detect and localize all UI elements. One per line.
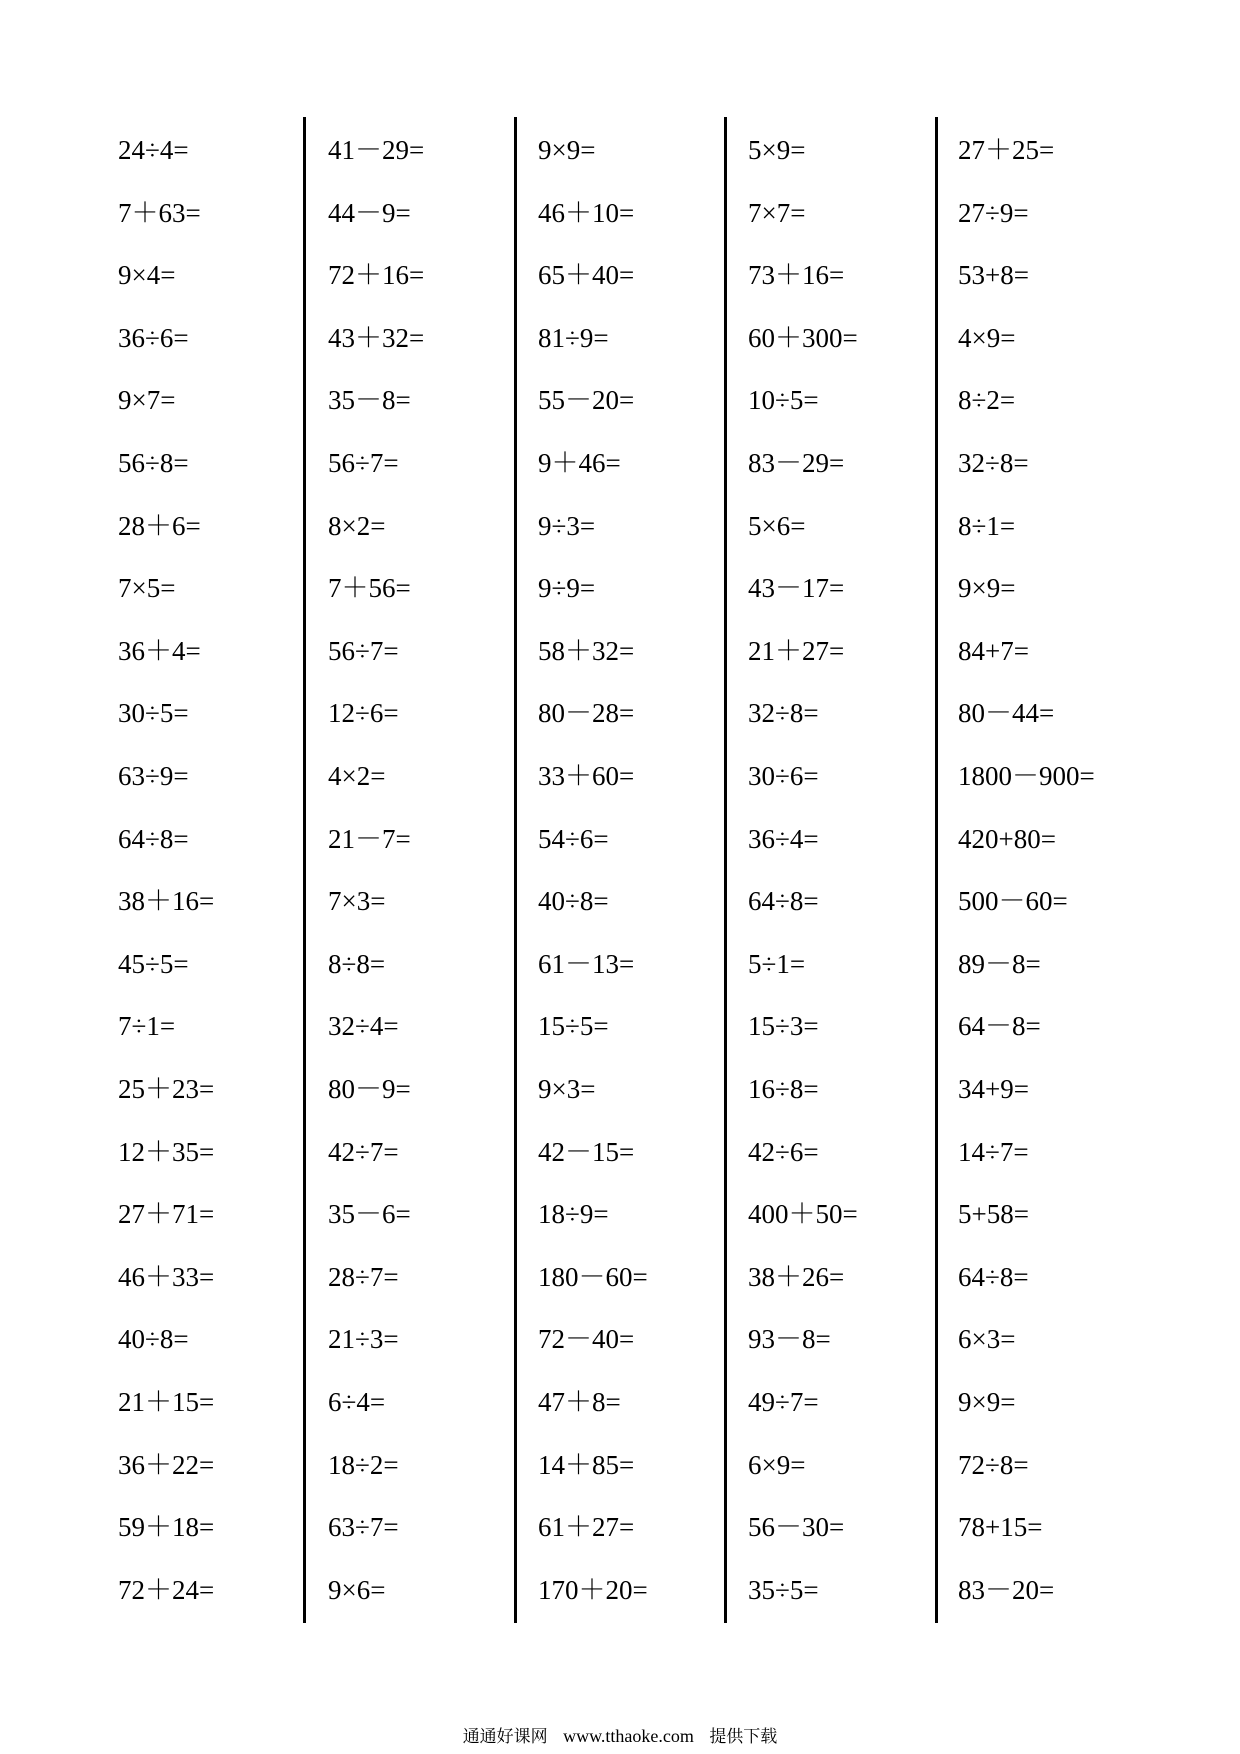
math-problem: 4×9= [958, 322, 1016, 353]
math-problem: 10÷5= [748, 385, 819, 416]
math-problem: 78+15= [958, 1512, 1043, 1543]
math-problem: 27＋25= [958, 135, 1055, 165]
column-divider-3 [724, 117, 727, 1623]
math-problem: 64－8= [958, 1011, 1041, 1042]
math-problem: 61＋27= [538, 1512, 635, 1543]
math-problem: 45÷5= [118, 948, 189, 979]
math-problem: 9×7= [118, 385, 176, 416]
column-divider-2 [514, 117, 517, 1623]
math-problem: 64÷8= [958, 1261, 1029, 1292]
math-problem: 30÷6= [748, 761, 819, 791]
math-problem: 40÷8= [538, 886, 609, 917]
column-divider-4 [935, 117, 938, 1623]
math-problem: 6×9= [748, 1449, 806, 1480]
math-problem: 18÷9= [538, 1199, 609, 1230]
math-problem: 30÷5= [118, 698, 189, 729]
math-problem: 9×4= [118, 260, 176, 291]
math-problem: 8÷2= [958, 385, 1016, 416]
math-problem: 21＋15= [118, 1387, 215, 1417]
math-problem: 21÷3= [328, 1324, 399, 1355]
math-problem: 28＋6= [118, 510, 201, 541]
math-problem: 89－8= [958, 948, 1041, 979]
math-problem: 15÷3= [748, 1011, 819, 1042]
math-problem: 72＋16= [328, 260, 425, 291]
math-problem: 43＋32= [328, 322, 425, 353]
math-problem: 58＋32= [538, 635, 635, 666]
math-problem: 5÷1= [748, 948, 806, 979]
math-problem: 6×3= [958, 1324, 1016, 1355]
math-problem: 38＋16= [118, 886, 215, 917]
math-problem: 420+80= [958, 823, 1056, 854]
math-problem: 72－40= [538, 1324, 635, 1355]
math-problem: 35－8= [328, 385, 411, 416]
footer-url[interactable]: www.tthaoke.com [563, 1726, 694, 1746]
math-problem: 9×9= [958, 1387, 1016, 1417]
math-problem: 63÷7= [328, 1512, 399, 1543]
math-problem: 36÷4= [748, 823, 819, 854]
math-problem: 8÷8= [328, 948, 386, 979]
math-problem: 72÷8= [958, 1449, 1029, 1480]
math-problem: 5×6= [748, 510, 806, 541]
math-problem: 33＋60= [538, 761, 635, 791]
math-problem: 9×6= [328, 1574, 386, 1605]
problem-column-4 [748, 130, 948, 1632]
math-problem: 14＋85= [538, 1449, 635, 1480]
math-problem: 56÷7= [328, 635, 399, 666]
math-problem: 12÷6= [328, 698, 399, 729]
math-problem: 16÷8= [748, 1074, 819, 1104]
math-problem: 64÷8= [118, 823, 189, 854]
math-problem: 1800－900= [958, 761, 1095, 791]
math-problem: 83－29= [748, 448, 845, 478]
math-problem: 7×7= [748, 197, 806, 228]
math-problem: 9×9= [538, 135, 596, 165]
math-problem: 35－6= [328, 1199, 411, 1230]
math-problem: 84+7= [958, 635, 1029, 666]
problem-column-5 [958, 130, 1158, 1632]
math-problem: 21＋27= [748, 635, 845, 666]
math-problem: 170＋20= [538, 1574, 648, 1605]
math-problem: 40÷8= [118, 1324, 189, 1355]
column-divider-1 [303, 117, 306, 1623]
math-problem: 9×9= [958, 573, 1016, 604]
math-problem: 56÷8= [118, 448, 189, 478]
math-problem: 53+8= [958, 260, 1029, 291]
math-problem: 12＋35= [118, 1136, 215, 1167]
math-problem: 83－20= [958, 1574, 1055, 1605]
math-problem: 65＋40= [538, 260, 635, 291]
math-problem: 46＋33= [118, 1261, 215, 1292]
math-problem: 6÷4= [328, 1387, 386, 1417]
math-problem: 7＋56= [328, 573, 411, 604]
math-problem: 81÷9= [538, 322, 609, 353]
footer-suffix: 提供下载 [709, 1727, 778, 1747]
math-problem: 61－13= [538, 948, 635, 979]
math-problem: 18÷2= [328, 1449, 399, 1480]
math-problem: 56÷7= [328, 448, 399, 478]
math-problem: 9×3= [538, 1074, 596, 1104]
math-problem: 54÷6= [538, 823, 609, 854]
math-problem: 46＋10= [538, 197, 635, 228]
problem-column-1 [118, 130, 318, 1632]
math-problem: 400＋50= [748, 1199, 858, 1230]
math-problem: 80－9= [328, 1074, 411, 1104]
math-problem: 72＋24= [118, 1574, 215, 1605]
math-problem: 180－60= [538, 1261, 648, 1292]
math-problem: 41－29= [328, 135, 425, 165]
math-problem: 42÷7= [328, 1136, 399, 1167]
math-problem: 32÷8= [958, 448, 1029, 478]
math-problem: 9÷3= [538, 510, 596, 541]
math-problem: 56－30= [748, 1512, 845, 1543]
math-problem: 93－8= [748, 1324, 831, 1355]
math-problem: 8÷1= [958, 510, 1016, 541]
math-problem: 36＋22= [118, 1449, 215, 1480]
math-problem: 44－9= [328, 197, 411, 228]
math-problem: 36÷6= [118, 322, 189, 353]
math-problem: 42÷6= [748, 1136, 819, 1167]
math-problem: 5+58= [958, 1199, 1029, 1230]
math-problem: 7÷1= [118, 1011, 176, 1042]
math-problem: 59＋18= [118, 1512, 215, 1543]
math-problem: 32÷8= [748, 698, 819, 729]
math-problem: 80－44= [958, 698, 1055, 729]
problem-column-2 [328, 130, 528, 1632]
math-problem: 21－7= [328, 823, 411, 854]
math-problem: 27＋71= [118, 1199, 215, 1230]
math-problem: 64÷8= [748, 886, 819, 917]
math-problem: 49÷7= [748, 1387, 819, 1417]
math-problem: 25＋23= [118, 1074, 215, 1104]
footer [0, 1725, 1240, 1748]
problem-column-3 [538, 130, 738, 1632]
math-problem: 5×9= [748, 135, 806, 165]
math-problem: 42－15= [538, 1136, 635, 1167]
math-problem: 28÷7= [328, 1261, 399, 1292]
math-problem: 55－20= [538, 385, 635, 416]
math-problem: 32÷4= [328, 1011, 399, 1042]
math-problem: 15÷5= [538, 1011, 609, 1042]
math-problem: 34+9= [958, 1074, 1029, 1104]
math-problem: 7＋63= [118, 197, 201, 228]
math-problem: 27÷9= [958, 197, 1029, 228]
math-problem: 73＋16= [748, 260, 845, 291]
math-problem: 4×2= [328, 761, 386, 791]
math-problem: 36＋4= [118, 635, 201, 666]
math-problem: 43－17= [748, 573, 845, 604]
math-problem: 63÷9= [118, 761, 189, 791]
footer-site-name: 通通好课网 [462, 1727, 548, 1747]
math-problem: 60＋300= [748, 322, 858, 353]
math-problem: 38＋26= [748, 1261, 845, 1292]
math-problem: 14÷7= [958, 1136, 1029, 1167]
math-problem: 8×2= [328, 510, 386, 541]
math-problem: 24÷4= [118, 135, 189, 165]
math-problem: 80－28= [538, 698, 635, 729]
math-problem: 47＋8= [538, 1387, 621, 1417]
math-problem: 9＋46= [538, 448, 621, 478]
math-problem: 500－60= [958, 886, 1068, 917]
math-problem: 7×5= [118, 573, 176, 604]
math-problem: 9÷9= [538, 573, 596, 604]
math-problem: 7×3= [328, 886, 386, 917]
math-problem: 35÷5= [748, 1574, 819, 1605]
